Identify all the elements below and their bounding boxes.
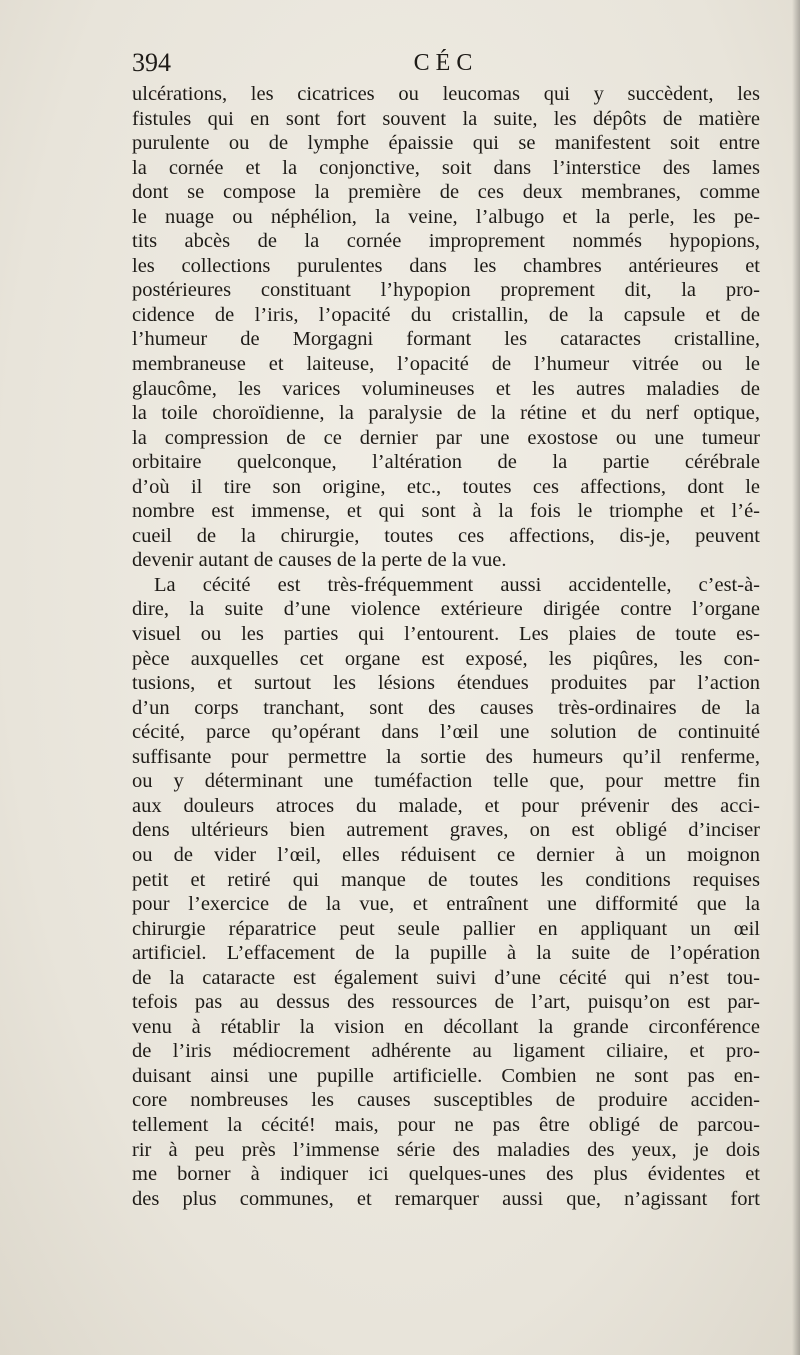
text-line: membraneuse et laiteuse, l’opacité de l’humeur vitrée ou le — [132, 353, 760, 376]
text-line: la compression de ce dernier par une exostose ou une tumeur — [132, 426, 760, 449]
text-line: fistules qui en sont fort souvent la suite, les dépôts de matière — [132, 107, 760, 130]
running-head: CÉC — [413, 50, 479, 76]
paragraph — [132, 573, 760, 1211]
text-line: d’un corps tranchant, sont des causes très-ordinaires de la — [132, 696, 760, 719]
text-line: les collections purulentes dans les chambres antérieures et — [132, 254, 760, 277]
text-line: dont se compose la première de ces deux membranes, comme — [132, 181, 760, 204]
text-line: la cornée et la conjonctive, soit dans l’interstice des lames — [132, 156, 760, 179]
text-line: d’où il tire son origine, etc., toutes ces affections, dont le — [132, 475, 760, 498]
page-number: 394 — [132, 48, 171, 77]
text-line: tits abcès de la cornée improprement nommés hypopions, — [132, 230, 760, 253]
text-line: petit et retiré qui manque de toutes les conditions requises — [132, 868, 760, 891]
text-line: l’humeur de Morgagni formant les cataractes cristalline, — [132, 328, 760, 351]
text-line: ulcérations, les cicatrices ou leucomas qui y succèdent, les — [132, 83, 760, 105]
text-line: des plus communes, et remarquer aussi que, n’agissant fort — [132, 1187, 760, 1210]
text-line: visuel ou les parties qui l’entourent. Les plaies de toute es- — [132, 623, 760, 646]
text-line: de la cataracte est également suivi d’une cécité qui n’est tou- — [132, 966, 760, 989]
text-line: rir à peu près l’immense série des maladies des yeux, je dois — [132, 1138, 760, 1161]
text-line: orbitaire quelconque, l’altération de la partie cérébrale — [132, 451, 760, 474]
text-line: core nombreuses les causes susceptibles de produire acciden- — [132, 1089, 760, 1112]
text-line: dens ultérieurs bien autrement graves, on est obligé d’inciser — [132, 819, 760, 842]
text-line: devenir autant de causes de la perte de la vue. — [132, 549, 507, 572]
paragraph — [132, 82, 760, 573]
text-line: pèce auxquelles cet organe est exposé, les piqûres, les con- — [132, 647, 760, 670]
text-line: tefois pas au dessus des ressources de l’art, puisqu’on est par- — [132, 991, 760, 1014]
text-line: ou y déterminant une tuméfaction telle que, pour mettre fin — [132, 770, 760, 793]
text-line: glaucôme, les varices volumineuses et les autres maladies de — [132, 377, 760, 400]
text-line: La cécité est très-fréquemment aussi accidentelle, c’est-à- — [154, 573, 760, 596]
text-line: dire, la suite d’une violence extérieure dirigée contre l’organe — [132, 598, 760, 621]
text-line: artificiel. L’effacement de la pupille à la suite de l’opération — [132, 942, 760, 965]
text-line: cueil de la chirurgie, toutes ces affections, dis-je, peuvent — [132, 524, 760, 547]
body-text — [132, 82, 760, 1211]
text-line: la toile choroïdienne, la paralysie de la rétine et du nerf optique, — [132, 402, 760, 425]
text-line: venu à rétablir la vision en décollant la grande circonférence — [132, 1015, 760, 1038]
text-line: purulente ou de lymphe épaissie qui se manifestent soit entre — [132, 132, 760, 155]
page-gutter-shadow — [792, 0, 800, 1355]
page-header — [132, 48, 760, 78]
text-line: cidence de l’iris, l’opacité du cristallin, de la capsule et de — [132, 303, 760, 326]
text-line: suffisante pour permettre la sortie des humeurs qu’il renferme, — [132, 745, 760, 768]
text-line: de l’iris médiocrement adhérente au ligament ciliaire, et pro- — [132, 1040, 760, 1063]
text-line: cécité, parce qu’opérant dans l’œil une solution de continuité — [132, 721, 760, 744]
text-line: nombre est immense, et qui sont à la fois le triomphe et l’é- — [132, 500, 760, 523]
text-line: tellement la cécité! mais, pour ne pas être obligé de parcou- — [132, 1113, 760, 1136]
text-line: pour l’exercice de la vue, et entraînent une difformité que la — [132, 893, 760, 916]
text-line: postérieures constituant l’hypopion proprement dit, la pro- — [132, 279, 760, 302]
text-line: duisant ainsi une pupille artificielle. Combien ne sont pas en- — [132, 1064, 760, 1087]
text-line: ou de vider l’œil, elles réduisent ce dernier à un moignon — [132, 843, 760, 866]
text-line: me borner à indiquer ici quelques-unes des plus évidentes et — [132, 1163, 760, 1186]
text-line: le nuage ou néphélion, la veine, l’albugo et la perle, les pe- — [132, 205, 760, 228]
text-line: chirurgie réparatrice peut seule pallier en appliquant un œil — [132, 917, 760, 940]
text-line: aux douleurs atroces du malade, et pour prévenir des acci- — [132, 794, 760, 817]
text-line: tusions, et surtout les lésions étendues produites par l’action — [132, 672, 760, 695]
